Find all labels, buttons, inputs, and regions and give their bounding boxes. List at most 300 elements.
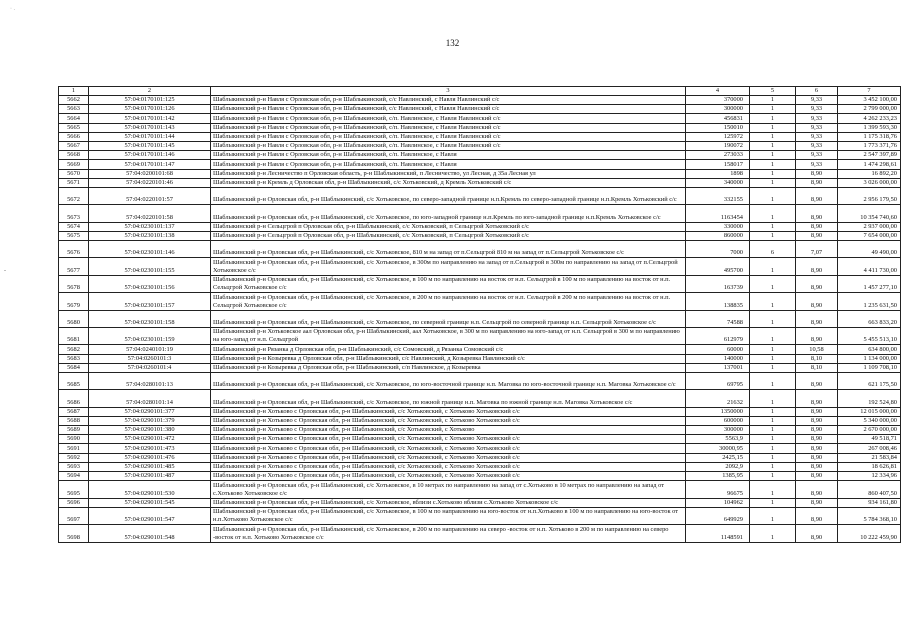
address-cell: Шаблыкинский р-н Навля с Орловская обл, р-н Шаблыкинский, с/с Навлинский, с Навля Навлинский с/с <box>211 105 686 114</box>
category-cell: 1 <box>750 160 796 169</box>
row-number: 5695 <box>59 481 89 498</box>
table-body <box>59 96 901 543</box>
row-number: 5685 <box>59 372 89 389</box>
row-number: 5690 <box>59 435 89 444</box>
specific-value-cell: 8,90 <box>796 453 838 462</box>
category-cell: 1 <box>750 114 796 123</box>
cadastral-value-cell: 663 833,20 <box>838 310 901 327</box>
cadastral-number: 57:04:0230101:156 <box>89 275 211 292</box>
row-number: 5670 <box>59 169 89 178</box>
cadastral-value-cell: 2 937 000,00 <box>838 222 901 231</box>
table-row <box>59 178 901 187</box>
table-row <box>59 462 901 471</box>
area-cell: 300000 <box>686 105 750 114</box>
address-cell: Шаблыкинский р-н Рязанка д Орловская обл, р-н Шаблыкинский, с/с Сомовский, д Рязанка Сомовский с/с <box>211 345 686 354</box>
specific-value-cell: 8,10 <box>796 354 838 363</box>
row-number: 5673 <box>59 205 89 222</box>
category-cell: 1 <box>750 525 796 542</box>
table-row <box>59 345 901 354</box>
area-cell: 612979 <box>686 327 750 344</box>
category-cell: 1 <box>750 327 796 344</box>
cadastral-number: 57:04:0280101:13 <box>89 372 211 389</box>
category-cell: 1 <box>750 132 796 141</box>
category-cell: 1 <box>750 151 796 160</box>
address-cell: Шаблыкинский р-н Сельцгрой п Орловская обл, р-н Шаблыкинский, с/с Хотьковский, п Сельцгрой Хотьковский с/с <box>211 231 686 240</box>
row-number: 5662 <box>59 96 89 105</box>
cadastral-value-cell: 2 956 179,50 <box>838 187 901 204</box>
table-row <box>59 187 901 204</box>
cadastral-value-cell: 5 784 368,10 <box>838 507 901 524</box>
column-header: 4 <box>686 87 750 96</box>
cadastral-number: 57:04:0170101:144 <box>89 132 211 141</box>
table-row <box>59 372 901 389</box>
row-number: 5688 <box>59 416 89 425</box>
cadastral-number: 57:04:0220101:57 <box>89 187 211 204</box>
table-row <box>59 105 901 114</box>
specific-value-cell: 8,90 <box>796 472 838 481</box>
table-row <box>59 275 901 292</box>
specific-value-cell: 8,90 <box>796 416 838 425</box>
category-cell: 1 <box>750 275 796 292</box>
cadastral-value-cell: 12 334,96 <box>838 472 901 481</box>
address-cell: Шаблыкинский р-н Сельцгрой п Орловская обл, р-н Шаблыкинский, с/с Хотьковский, п Сельцгрой Хотьковский с/с <box>211 222 686 231</box>
column-header: 1 <box>59 87 89 96</box>
area-cell: 150010 <box>686 123 750 132</box>
specific-value-cell: 8,90 <box>796 444 838 453</box>
table-row <box>59 498 901 507</box>
area-cell: 1163454 <box>686 205 750 222</box>
row-number: 5666 <box>59 132 89 141</box>
address-cell: Шаблыкинский р-н Хотьково с Орловская обл, р-н Шаблыкинский, с/с Хотьковский, с Хотьково Хотьковский с/с <box>211 472 686 481</box>
area-cell: 2092,9 <box>686 462 750 471</box>
row-number: 5664 <box>59 114 89 123</box>
cadastral-number: 57:04:0170101:147 <box>89 160 211 169</box>
address-cell: Шаблыкинский р-н Лесничество п Орловская область, р-н Шаблыкинский, п Лесничество, ул Лесная, д 35а Лесная ул <box>211 169 686 178</box>
row-number: 5672 <box>59 187 89 204</box>
cadastral-value-cell: 1 399 593,30 <box>838 123 901 132</box>
table-row <box>59 96 901 105</box>
specific-value-cell: 9,33 <box>796 114 838 123</box>
cadastral-value-cell: 1 457 277,10 <box>838 275 901 292</box>
specific-value-cell: 9,33 <box>796 151 838 160</box>
cadastral-value-cell: 7 654 000,00 <box>838 231 901 240</box>
category-cell: 1 <box>750 205 796 222</box>
category-cell: 1 <box>750 222 796 231</box>
category-cell: 1 <box>750 444 796 453</box>
specific-value-cell: 9,33 <box>796 105 838 114</box>
address-cell: Шаблыкинский р-н Орловская обл, р-н Шаблыкинский, с/с Хотьковское, по южной границе н.п. Маговка по южной границе н.п. Маговка Хотьковское с/с <box>211 390 686 407</box>
table-row <box>59 444 901 453</box>
area-cell: 163739 <box>686 275 750 292</box>
cadastral-number: 57:04:0230101:146 <box>89 241 211 258</box>
area-cell: 5563,9 <box>686 435 750 444</box>
table-row <box>59 453 901 462</box>
address-cell: Шаблыкинский р-н Козыревка д Орловская обл, р-н Шаблыкинский, с/с Навлинский, д Козыревка Навлинский с/с <box>211 354 686 363</box>
cadastral-value-cell: 934 161,80 <box>838 498 901 507</box>
cadastral-number: 57:04:0290101:472 <box>89 435 211 444</box>
cadastral-value-cell: 21 583,84 <box>838 453 901 462</box>
category-cell: 1 <box>750 231 796 240</box>
column-header: 6 <box>796 87 838 96</box>
address-cell: Шаблыкинский р-н Орловская обл, р-н Шаблыкинский, с/с Хотьковское, 810 м на запад от п.Сельцгрой 810 м на запад от п.Сельцгрой Хотьковское с/с <box>211 241 686 258</box>
address-cell: Шаблыкинский р-н Хотьковское аал Орловская обл, р-н Шаблыкинский, аал Хотьковское, в 300 м по направлению на юго-запад от н.п. Сельцгрой в 300 м по направлению на юго-запад от н.п. Сельцгрой <box>211 327 686 344</box>
row-number: 5697 <box>59 507 89 524</box>
cadastral-number: 57:04:0290101:379 <box>89 416 211 425</box>
column-header: 7 <box>838 87 901 96</box>
table-row <box>59 426 901 435</box>
cadastral-value-cell: 2 670 000,00 <box>838 426 901 435</box>
cadastral-number: 57:04:0220101:58 <box>89 205 211 222</box>
row-number: 5681 <box>59 327 89 344</box>
cadastral-number: 57:04:0290101:377 <box>89 407 211 416</box>
area-cell: 60000 <box>686 345 750 354</box>
table-row <box>59 327 901 344</box>
area-cell: 138835 <box>686 293 750 310</box>
category-cell: 1 <box>750 416 796 425</box>
cadastral-value-table <box>58 86 901 543</box>
table-row <box>59 205 901 222</box>
cadastral-table-sheet <box>58 86 900 543</box>
cadastral-number: 57:04:0280101:14 <box>89 390 211 407</box>
cadastral-value-cell: 1 175 318,76 <box>838 132 901 141</box>
specific-value-cell: 8,90 <box>796 178 838 187</box>
specific-value-cell: 10,58 <box>796 345 838 354</box>
table-row <box>59 507 901 524</box>
category-cell: 1 <box>750 426 796 435</box>
address-cell: Шаблыкинский р-н Хотьково с Орловская обл, р-н Шаблыкинский, с/с Хотьковский, с Хотьково <box>211 426 686 435</box>
address-cell: Шаблыкинский р-н Хотьково с Орловская обл, р-н Шаблыкинский, с/с Хотьковский, с Хотьково Хотьковский с/с <box>211 416 686 425</box>
row-number: 5677 <box>59 258 89 275</box>
area-cell: 137001 <box>686 363 750 372</box>
category-cell: 1 <box>750 293 796 310</box>
area-cell: 1898 <box>686 169 750 178</box>
category-cell: 1 <box>750 354 796 363</box>
category-cell: 1 <box>750 507 796 524</box>
table-row <box>59 435 901 444</box>
cadastral-number: 57:04:0290101:473 <box>89 444 211 453</box>
cadastral-number: 57:04:0230101:137 <box>89 222 211 231</box>
specific-value-cell: 8,90 <box>796 507 838 524</box>
cadastral-value-cell: 49 518,71 <box>838 435 901 444</box>
category-cell: 1 <box>750 258 796 275</box>
table-row <box>59 310 901 327</box>
area-cell: 330000 <box>686 222 750 231</box>
specific-value-cell: 8,90 <box>796 390 838 407</box>
area-cell: 1385,95 <box>686 472 750 481</box>
row-number: 5679 <box>59 293 89 310</box>
cadastral-number: 57:04:0230101:158 <box>89 310 211 327</box>
address-cell: Шаблыкинский р-н Навля с Орловская обл, р-н Шаблыкинский, с/п. Навлинское, с Навля Навлинский с/с <box>211 123 686 132</box>
cadastral-value-cell: 192 524,80 <box>838 390 901 407</box>
cadastral-number: 57:04:0170101:143 <box>89 123 211 132</box>
address-cell: Шаблыкинский р-н Орловская обл, р-н Шаблыкинский, с/с Хотьковское, в 100 м по направлению на восток от н.п. Сельцгрой в 100 м по направлению на восток от н.п. Сельцгрой Хотьковское с/с <box>211 275 686 292</box>
specific-value-cell: 8,90 <box>796 407 838 416</box>
cadastral-number: 57:04:0230101:157 <box>89 293 211 310</box>
cadastral-value-cell: 1 773 371,76 <box>838 141 901 150</box>
table-row <box>59 416 901 425</box>
row-number: 5675 <box>59 231 89 240</box>
area-cell: 96675 <box>686 481 750 498</box>
area-cell: 1350000 <box>686 407 750 416</box>
area-cell: 860000 <box>686 231 750 240</box>
cadastral-number: 57:04:0230101:138 <box>89 231 211 240</box>
table-row <box>59 407 901 416</box>
row-number: 5687 <box>59 407 89 416</box>
table-row <box>59 293 901 310</box>
address-cell: Шаблыкинский р-н Кремль д Орловская обл, р-н Шаблыкинский, с/с Хотьковский, д Кремль Хотьковский с/с <box>211 178 686 187</box>
area-cell: 456831 <box>686 114 750 123</box>
cadastral-number: 57:04:0290101:548 <box>89 525 211 542</box>
table-row <box>59 114 901 123</box>
specific-value-cell: 8,90 <box>796 327 838 344</box>
area-cell: 495700 <box>686 258 750 275</box>
specific-value-cell: 8,90 <box>796 205 838 222</box>
cadastral-number: 57:04:0290101:476 <box>89 453 211 462</box>
cadastral-number: 57:04:0170101:142 <box>89 114 211 123</box>
category-cell: 1 <box>750 435 796 444</box>
cadastral-value-cell: 2 547 397,89 <box>838 151 901 160</box>
area-cell: 69795 <box>686 372 750 389</box>
area-cell: 649929 <box>686 507 750 524</box>
cadastral-number: 57:04:0220101:46 <box>89 178 211 187</box>
cadastral-value-cell: 10 354 740,60 <box>838 205 901 222</box>
row-number: 5684 <box>59 363 89 372</box>
area-cell: 2425,15 <box>686 453 750 462</box>
cadastral-value-cell: 634 800,00 <box>838 345 901 354</box>
area-cell: 600000 <box>686 416 750 425</box>
address-cell: Шаблыкинский р-н Хотьково с Орловская обл, р-н Шаблыкинский, с/с Хотьковский, с Хотьково Хотьковский с/с <box>211 462 686 471</box>
category-cell: 1 <box>750 187 796 204</box>
cadastral-number: 57:04:0240101:19 <box>89 345 211 354</box>
cadastral-number: 57:04:0290101:380 <box>89 426 211 435</box>
cadastral-number: 57:04:0290101:547 <box>89 507 211 524</box>
address-cell: Шаблыкинский р-н Навля с Орловская обл, р-н Шаблыкинский, с/п. Навлинское, с Навля <box>211 151 686 160</box>
row-number: 5665 <box>59 123 89 132</box>
row-number: 5680 <box>59 310 89 327</box>
cadastral-value-cell: 5 455 513,10 <box>838 327 901 344</box>
category-cell: 1 <box>750 498 796 507</box>
row-number: 5671 <box>59 178 89 187</box>
cadastral-number: 57:04:0170101:125 <box>89 96 211 105</box>
table-row <box>59 141 901 150</box>
table-row <box>59 258 901 275</box>
row-number: 5669 <box>59 160 89 169</box>
address-cell: Шаблыкинский р-н Навля с Орловская обл, р-н Шаблыкинский, с/с Навлинский, с Навля Навлинский с/с <box>211 96 686 105</box>
category-cell: 1 <box>750 169 796 178</box>
table-row <box>59 222 901 231</box>
area-cell: 21632 <box>686 390 750 407</box>
address-cell: Шаблыкинский р-н Орловская обл, р-н Шаблыкинский, с/с Хотьковское, в 200 м по направлению на северо -восток от н.п. Хотьково в 200 м по направлению на северо -восток от н.п. Хотьково Хотьковское с/с <box>211 525 686 542</box>
cadastral-number: 57:04:0290101:485 <box>89 462 211 471</box>
area-cell: 74588 <box>686 310 750 327</box>
row-number: 5682 <box>59 345 89 354</box>
table-row <box>59 390 901 407</box>
table-row <box>59 241 901 258</box>
row-number: 5693 <box>59 462 89 471</box>
area-cell: 158017 <box>686 160 750 169</box>
specific-value-cell: 8,90 <box>796 435 838 444</box>
row-number: 5694 <box>59 472 89 481</box>
category-cell: 1 <box>750 407 796 416</box>
row-number: 5692 <box>59 453 89 462</box>
table-row <box>59 132 901 141</box>
cadastral-value-cell: 1 474 298,61 <box>838 160 901 169</box>
cadastral-value-cell: 3 452 100,00 <box>838 96 901 105</box>
page-number: 132 <box>445 38 460 48</box>
address-cell: Шаблыкинский р-н Навля с Орловская обл, р-н Шаблыкинский, с/п. Навлинское, с Навля Навлинский с/с <box>211 141 686 150</box>
area-cell: 140000 <box>686 354 750 363</box>
cadastral-number: 57:04:0170101:146 <box>89 151 211 160</box>
specific-value-cell: 8,90 <box>796 258 838 275</box>
row-number: 5691 <box>59 444 89 453</box>
specific-value-cell: 8,90 <box>796 462 838 471</box>
cadastral-number: 57:04:0260101:4 <box>89 363 211 372</box>
address-cell: Шаблыкинский р-н Орловская обл, р-н Шаблыкинский, с/с Хотьковское, в 200 м по направлению на восток от н.п. Сельцгрой в 200 м по направлению на восток от н.п. Сельцгрой Хотьковское с/с <box>211 293 686 310</box>
address-cell: Шаблыкинский р-н Хотьково с Орловская обл, р-н Шаблыкинский, с/с Хотьковский, с Хотьково Хотьковский с/с <box>211 444 686 453</box>
cadastral-number: 57:04:0200101:68 <box>89 169 211 178</box>
specific-value-cell: 8,90 <box>796 293 838 310</box>
cadastral-value-cell: 1 109 708,10 <box>838 363 901 372</box>
row-number: 5678 <box>59 275 89 292</box>
cadastral-value-cell: 1 235 631,50 <box>838 293 901 310</box>
address-cell: Шаблыкинский р-н Хотьково с Орловская обл, р-н Шаблыкинский, с/с Хотьковский, с Хотьково Хотьковский с/с <box>211 407 686 416</box>
area-cell: 300000 <box>686 426 750 435</box>
area-cell: 7000 <box>686 241 750 258</box>
specific-value-cell: 9,33 <box>796 123 838 132</box>
column-header: 5 <box>750 87 796 96</box>
category-cell: 1 <box>750 105 796 114</box>
cadastral-value-cell: 3 026 000,00 <box>838 178 901 187</box>
specific-value-cell: 8,90 <box>796 222 838 231</box>
cadastral-number: 57:04:0290101:530 <box>89 481 211 498</box>
specific-value-cell: 7,07 <box>796 241 838 258</box>
cadastral-number: 57:04:0290101:487 <box>89 472 211 481</box>
row-number: 5683 <box>59 354 89 363</box>
cadastral-value-cell: 49 490,00 <box>838 241 901 258</box>
specific-value-cell: 9,33 <box>796 132 838 141</box>
category-cell: 1 <box>750 363 796 372</box>
category-cell: 1 <box>750 178 796 187</box>
area-cell: 1148591 <box>686 525 750 542</box>
specific-value-cell: 8,90 <box>796 481 838 498</box>
address-cell: Шаблыкинский р-н Навля с Орловская обл, р-н Шаблыкинский, с/п. Навлинское, с Навля Навлинский с/с <box>211 114 686 123</box>
specific-value-cell: 9,33 <box>796 160 838 169</box>
category-cell: 1 <box>750 390 796 407</box>
specific-value-cell: 8,90 <box>796 187 838 204</box>
category-cell: 1 <box>750 310 796 327</box>
area-cell: 190072 <box>686 141 750 150</box>
category-cell: 1 <box>750 96 796 105</box>
category-cell: 1 <box>750 453 796 462</box>
table-row <box>59 472 901 481</box>
address-cell: Шаблыкинский р-н Орловская обл, р-н Шаблыкинский, с/с Хотьковское, по северной границе н.п. Сельцгрой по северной границе н.п. Сельцгрой Хотьковское с/с <box>211 310 686 327</box>
cadastral-value-cell: 4 262 233,23 <box>838 114 901 123</box>
row-number: 5668 <box>59 151 89 160</box>
cadastral-number: 57:04:0290101:545 <box>89 498 211 507</box>
table-row <box>59 151 901 160</box>
row-number: 5689 <box>59 426 89 435</box>
area-cell: 30000,95 <box>686 444 750 453</box>
area-cell: 125972 <box>686 132 750 141</box>
table-row <box>59 231 901 240</box>
specific-value-cell: 8,90 <box>796 525 838 542</box>
address-cell: Шаблыкинский р-н Орловская обл, р-н Шаблыкинский, с/с Хотьковское, в 300м по направлению на запад от п.Сельцгрой в 300м по направлению на запад от п.Сельцгрой Хотьковское с/с <box>211 258 686 275</box>
row-number: 5667 <box>59 141 89 150</box>
specific-value-cell: 8,90 <box>796 372 838 389</box>
address-cell: Шаблыкинский р-н Хотьково с Орловская обл, р-н Шаблыкинский, с/с Хотьковский, с Хотьково Хотьковский с/с <box>211 435 686 444</box>
cadastral-value-cell: 5 340 000,00 <box>838 416 901 425</box>
area-cell: 370000 <box>686 96 750 105</box>
cadastral-number: 57:04:0230101:155 <box>89 258 211 275</box>
table-row <box>59 363 901 372</box>
cadastral-number: 57:04:0170101:145 <box>89 141 211 150</box>
column-header: 2 <box>89 87 211 96</box>
cadastral-value-cell: 10 222 459,90 <box>838 525 901 542</box>
address-cell: Шаблыкинский р-н Навля с Орловская обл, р-н Шаблыкинский, с/п. Навлинское, с Навля <box>211 160 686 169</box>
specific-value-cell: 8,90 <box>796 310 838 327</box>
address-cell: Шаблыкинский р-н Орловская обл, р-н Шаблыкинский, с/с Хотьковское, по юго-восточной границе н.п. Маговка по юго-восточной границе н.п. Маговка Хотьковское с/с <box>211 372 686 389</box>
table-row <box>59 481 901 498</box>
specific-value-cell: 8,90 <box>796 426 838 435</box>
table-row <box>59 525 901 542</box>
address-cell: Шаблыкинский р-н Козыревка д Орловская обл, р-н Шаблыкинский, с/п Навлинское, д Козыревка <box>211 363 686 372</box>
category-cell: 1 <box>750 141 796 150</box>
area-cell: 273033 <box>686 151 750 160</box>
row-number: 5698 <box>59 525 89 542</box>
specific-value-cell: 8,10 <box>796 363 838 372</box>
table-row <box>59 354 901 363</box>
area-cell: 332155 <box>686 187 750 204</box>
row-number: 5674 <box>59 222 89 231</box>
scan-margin-mark: - <box>4 268 6 274</box>
area-cell: 104962 <box>686 498 750 507</box>
table-header-row <box>59 87 901 96</box>
cadastral-value-cell: 621 175,50 <box>838 372 901 389</box>
category-cell: 1 <box>750 372 796 389</box>
specific-value-cell: 9,33 <box>796 141 838 150</box>
address-cell: Шаблыкинский р-н Орловская обл, р-н Шаблыкинский, с/с Хотьковское, в 100 м по направлению на юго-восток от н.п.Хотьково в 100 м по направлению на юго-восток от н.п.Хотьково Хотьковское с/с <box>211 507 686 524</box>
row-number: 5696 <box>59 498 89 507</box>
category-cell: 1 <box>750 123 796 132</box>
scan-corner-mark: · . <box>10 6 15 12</box>
cadastral-value-cell: 860 407,50 <box>838 481 901 498</box>
area-cell: 340000 <box>686 178 750 187</box>
specific-value-cell: 8,90 <box>796 169 838 178</box>
cadastral-number: 57:04:0230101:159 <box>89 327 211 344</box>
cadastral-value-cell: 4 411 730,00 <box>838 258 901 275</box>
cadastral-value-cell: 18 626,81 <box>838 462 901 471</box>
specific-value-cell: 8,90 <box>796 231 838 240</box>
cadastral-value-cell: 267 008,46 <box>838 444 901 453</box>
category-cell: 1 <box>750 462 796 471</box>
column-header: 3 <box>211 87 686 96</box>
cadastral-value-cell: 2 799 000,00 <box>838 105 901 114</box>
address-cell: Шаблыкинский р-н Навля с Орловская обл, р-н Шаблыкинский, с/п. Навлинское, с Навля Навлинский с/с <box>211 132 686 141</box>
address-cell: Шаблыкинский р-н Орловская обл, р-н Шаблыкинский, с/с Хотьковское, в 10 метрах по направлению на запад от с.Хотьково в 10 метрах по направлению на запад от с.Хотьково Хотьковское с/с <box>211 481 686 498</box>
category-cell: 6 <box>750 241 796 258</box>
cadastral-value-cell: 16 892,20 <box>838 169 901 178</box>
row-number: 5686 <box>59 390 89 407</box>
row-number: 5663 <box>59 105 89 114</box>
specific-value-cell: 8,90 <box>796 275 838 292</box>
address-cell: Шаблыкинский р-н Орловская обл, р-н Шаблыкинский, с/с Хотьковское, вблизи с.Хотьково вблизи с.Хотьково Хотьковское с/с <box>211 498 686 507</box>
address-cell: Шаблыкинский р-н Орловская обл, р-н Шаблыкинский, с/с Хотьковское, по юго-западной границе н.п.Кремль по юго-западной границе н.п.Кремль Хотьковское с/с <box>211 205 686 222</box>
table-row <box>59 160 901 169</box>
cadastral-number: 57:04:0170101:126 <box>89 105 211 114</box>
table-row <box>59 169 901 178</box>
cadastral-value-cell: 12 015 000,00 <box>838 407 901 416</box>
specific-value-cell: 9,33 <box>796 96 838 105</box>
